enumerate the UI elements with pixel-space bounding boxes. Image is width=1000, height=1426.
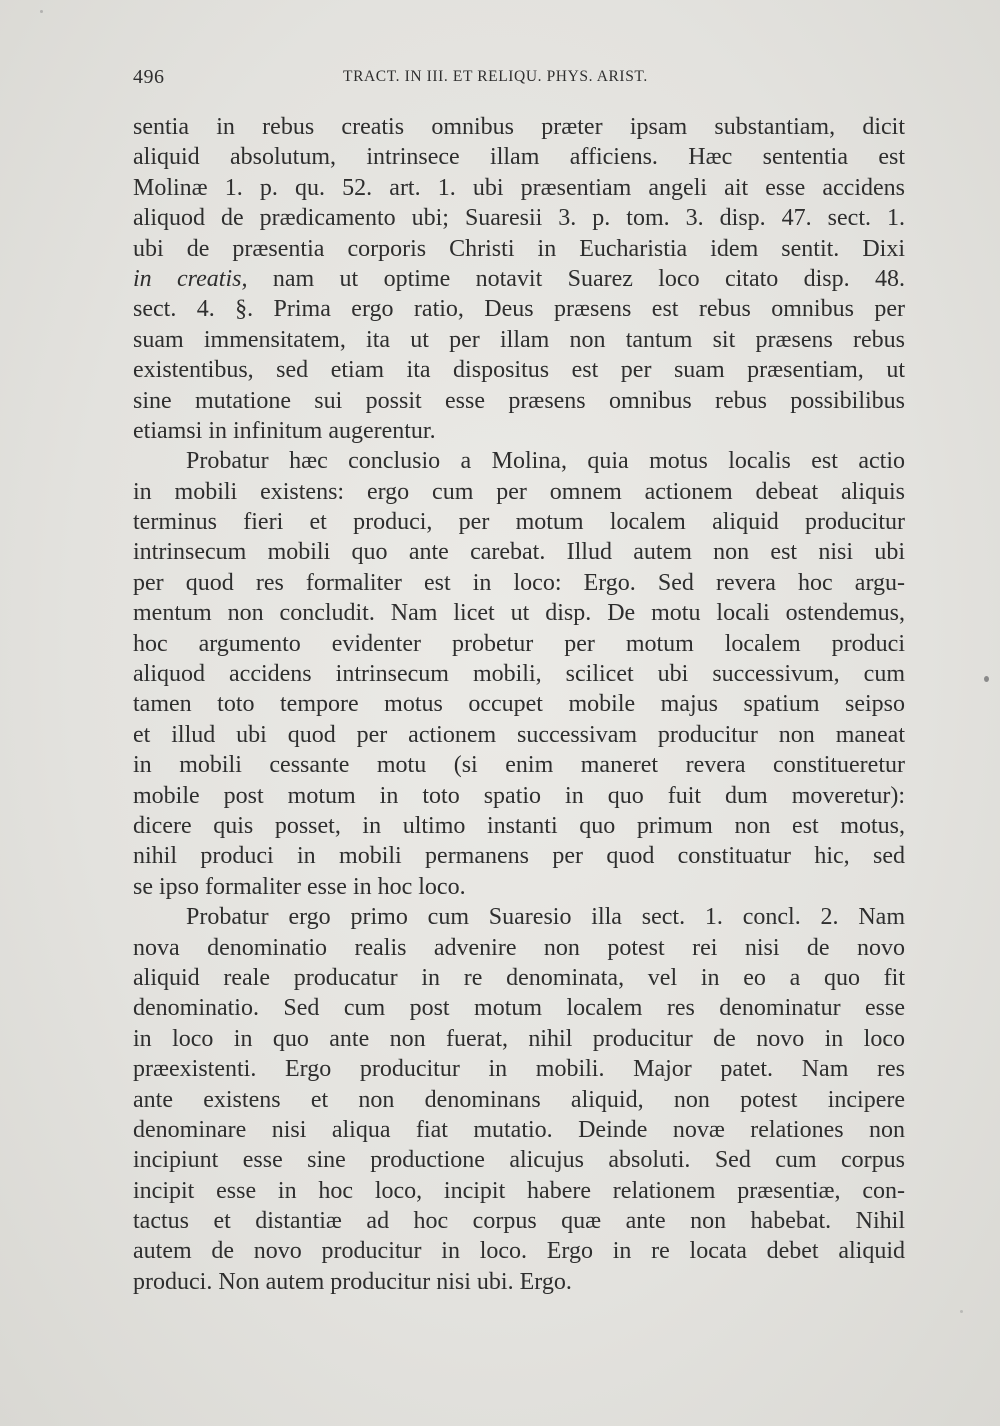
text-line: sect. 4. §. Prima ergo ratio, Deus præsens est rebus omnibus per bbox=[133, 296, 905, 323]
text-line: incipit esse in hoc loco, incipit habere relationem præsentiæ, con- bbox=[133, 1177, 905, 1204]
text-line: nova denominatio realis advenire non potest rei nisi de novo bbox=[133, 934, 905, 961]
paper-speck bbox=[984, 676, 989, 682]
text-line: sentia in rebus creatis omnibus præter ipsam substantiam, dicit bbox=[133, 114, 905, 140]
text-line: sine mutatione sui possit esse præsens omnibus rebus possibilibus bbox=[133, 387, 905, 414]
text-line: suam immensitatem, ita ut per illam non tantum sit præsens rebus bbox=[133, 326, 905, 353]
text-line: in mobili cessante motu (si enim maneret revera constitueretur bbox=[133, 752, 905, 779]
text-line: præexistenti. Ergo producitur in mobili. Major patet. Nam res bbox=[133, 1056, 905, 1083]
text-line: tamen toto tempore motus occupet mobile majus spatium seipso bbox=[133, 691, 905, 718]
text-line: terminus fieri et produci, per motum localem aliquid producitur bbox=[133, 509, 905, 536]
text-line: Probatur hæc conclusio a Molina, quia motus localis est actio bbox=[186, 448, 905, 475]
text-line: dicere quis posset, in ultimo instanti quo primum non est motus, bbox=[133, 812, 905, 839]
text-line bbox=[133, 264, 905, 294]
paper-speck bbox=[960, 1310, 963, 1313]
text-line: intrinsecum mobili quo ante carebat. Illud autem non est nisi ubi bbox=[133, 539, 905, 566]
text-line: Molinæ 1. p. qu. 52. art. 1. ubi præsentiam angeli ait esse accidens bbox=[133, 174, 905, 201]
text-line: se ipso formaliter esse in hoc loco. bbox=[133, 873, 466, 900]
text-line: produci. Non autem producitur nisi ubi. Ergo. bbox=[133, 1268, 572, 1295]
text-line: etiamsi in infinitum augerentur. bbox=[133, 417, 436, 444]
running-title: TRACT. IN III. ET RELIQU. PHYS. ARIST. bbox=[343, 68, 648, 85]
text-line: tactus et distantiæ ad hoc corpus quæ ante non habebat. Nihil bbox=[133, 1208, 905, 1235]
page-number: 496 bbox=[133, 66, 165, 88]
text-line: mentum non concludit. Nam licet ut disp. De motu locali ostendemus, bbox=[133, 600, 905, 627]
text-line: mobile post motum in toto spatio in quo fuit dum moveretur): bbox=[133, 782, 905, 809]
text-line: in loco in quo ante non fuerat, nihil producitur de novo in loco bbox=[133, 1025, 905, 1052]
body-text bbox=[133, 112, 905, 1297]
text-line: existentibus, sed etiam ita dispositus est per suam præsentiam, ut bbox=[133, 357, 905, 384]
text-line: autem de novo producitur in loco. Ergo in re locata debet aliquid bbox=[133, 1238, 905, 1265]
text-line: denominatio. Sed cum post motum localem res denominatur esse bbox=[133, 995, 905, 1022]
text-line: ante existens et non denominans aliquid, non potest incipere bbox=[133, 1086, 905, 1113]
text-line-rest: nam ut optime notavit Suarez loco citato disp. 48. bbox=[272, 265, 906, 292]
text-line: aliquod accidens intrinsecum mobili, scilicet ubi successivum, cum bbox=[133, 661, 905, 688]
text-line: Probatur ergo primo cum Suaresio illa sect. 1. concl. 2. Nam bbox=[186, 904, 905, 931]
italic-phrase: in creatis, bbox=[133, 265, 248, 292]
text-line: incipiunt esse sine productione alicujus absoluti. Sed cum corpus bbox=[133, 1147, 905, 1174]
text-line: aliquod de prædicamento ubi; Suaresii 3. p. tom. 3. disp. 47. sect. 1. bbox=[133, 205, 905, 232]
text-line: denominare nisi aliqua fiat mutatio. Deinde novæ relationes non bbox=[133, 1116, 905, 1143]
text-line: et illud ubi quod per actionem successivam producitur non maneat bbox=[133, 721, 905, 748]
text-line: per quod res formaliter est in loco: Ergo. Sed revera hoc argu- bbox=[133, 569, 905, 596]
text-line: hoc argumento evidenter probetur per motum localem produci bbox=[133, 630, 905, 657]
running-head bbox=[133, 66, 903, 90]
paper-speck bbox=[40, 10, 43, 13]
text-line: aliquid absolutum, intrinsece illam afficiens. Hæc sententia est bbox=[133, 144, 905, 171]
text-line: nihil produci in mobili permanens per quod constituatur hic, sed bbox=[133, 843, 905, 870]
text-line: ubi de præsentia corporis Christi in Eucharistia idem sentit. Dixi bbox=[133, 235, 905, 262]
text-line: in mobili existens: ergo cum per omnem actionem debeat aliquis bbox=[133, 478, 905, 505]
text-line: aliquid reale producatur in re denominata, vel in eo a quo fit bbox=[133, 964, 905, 991]
